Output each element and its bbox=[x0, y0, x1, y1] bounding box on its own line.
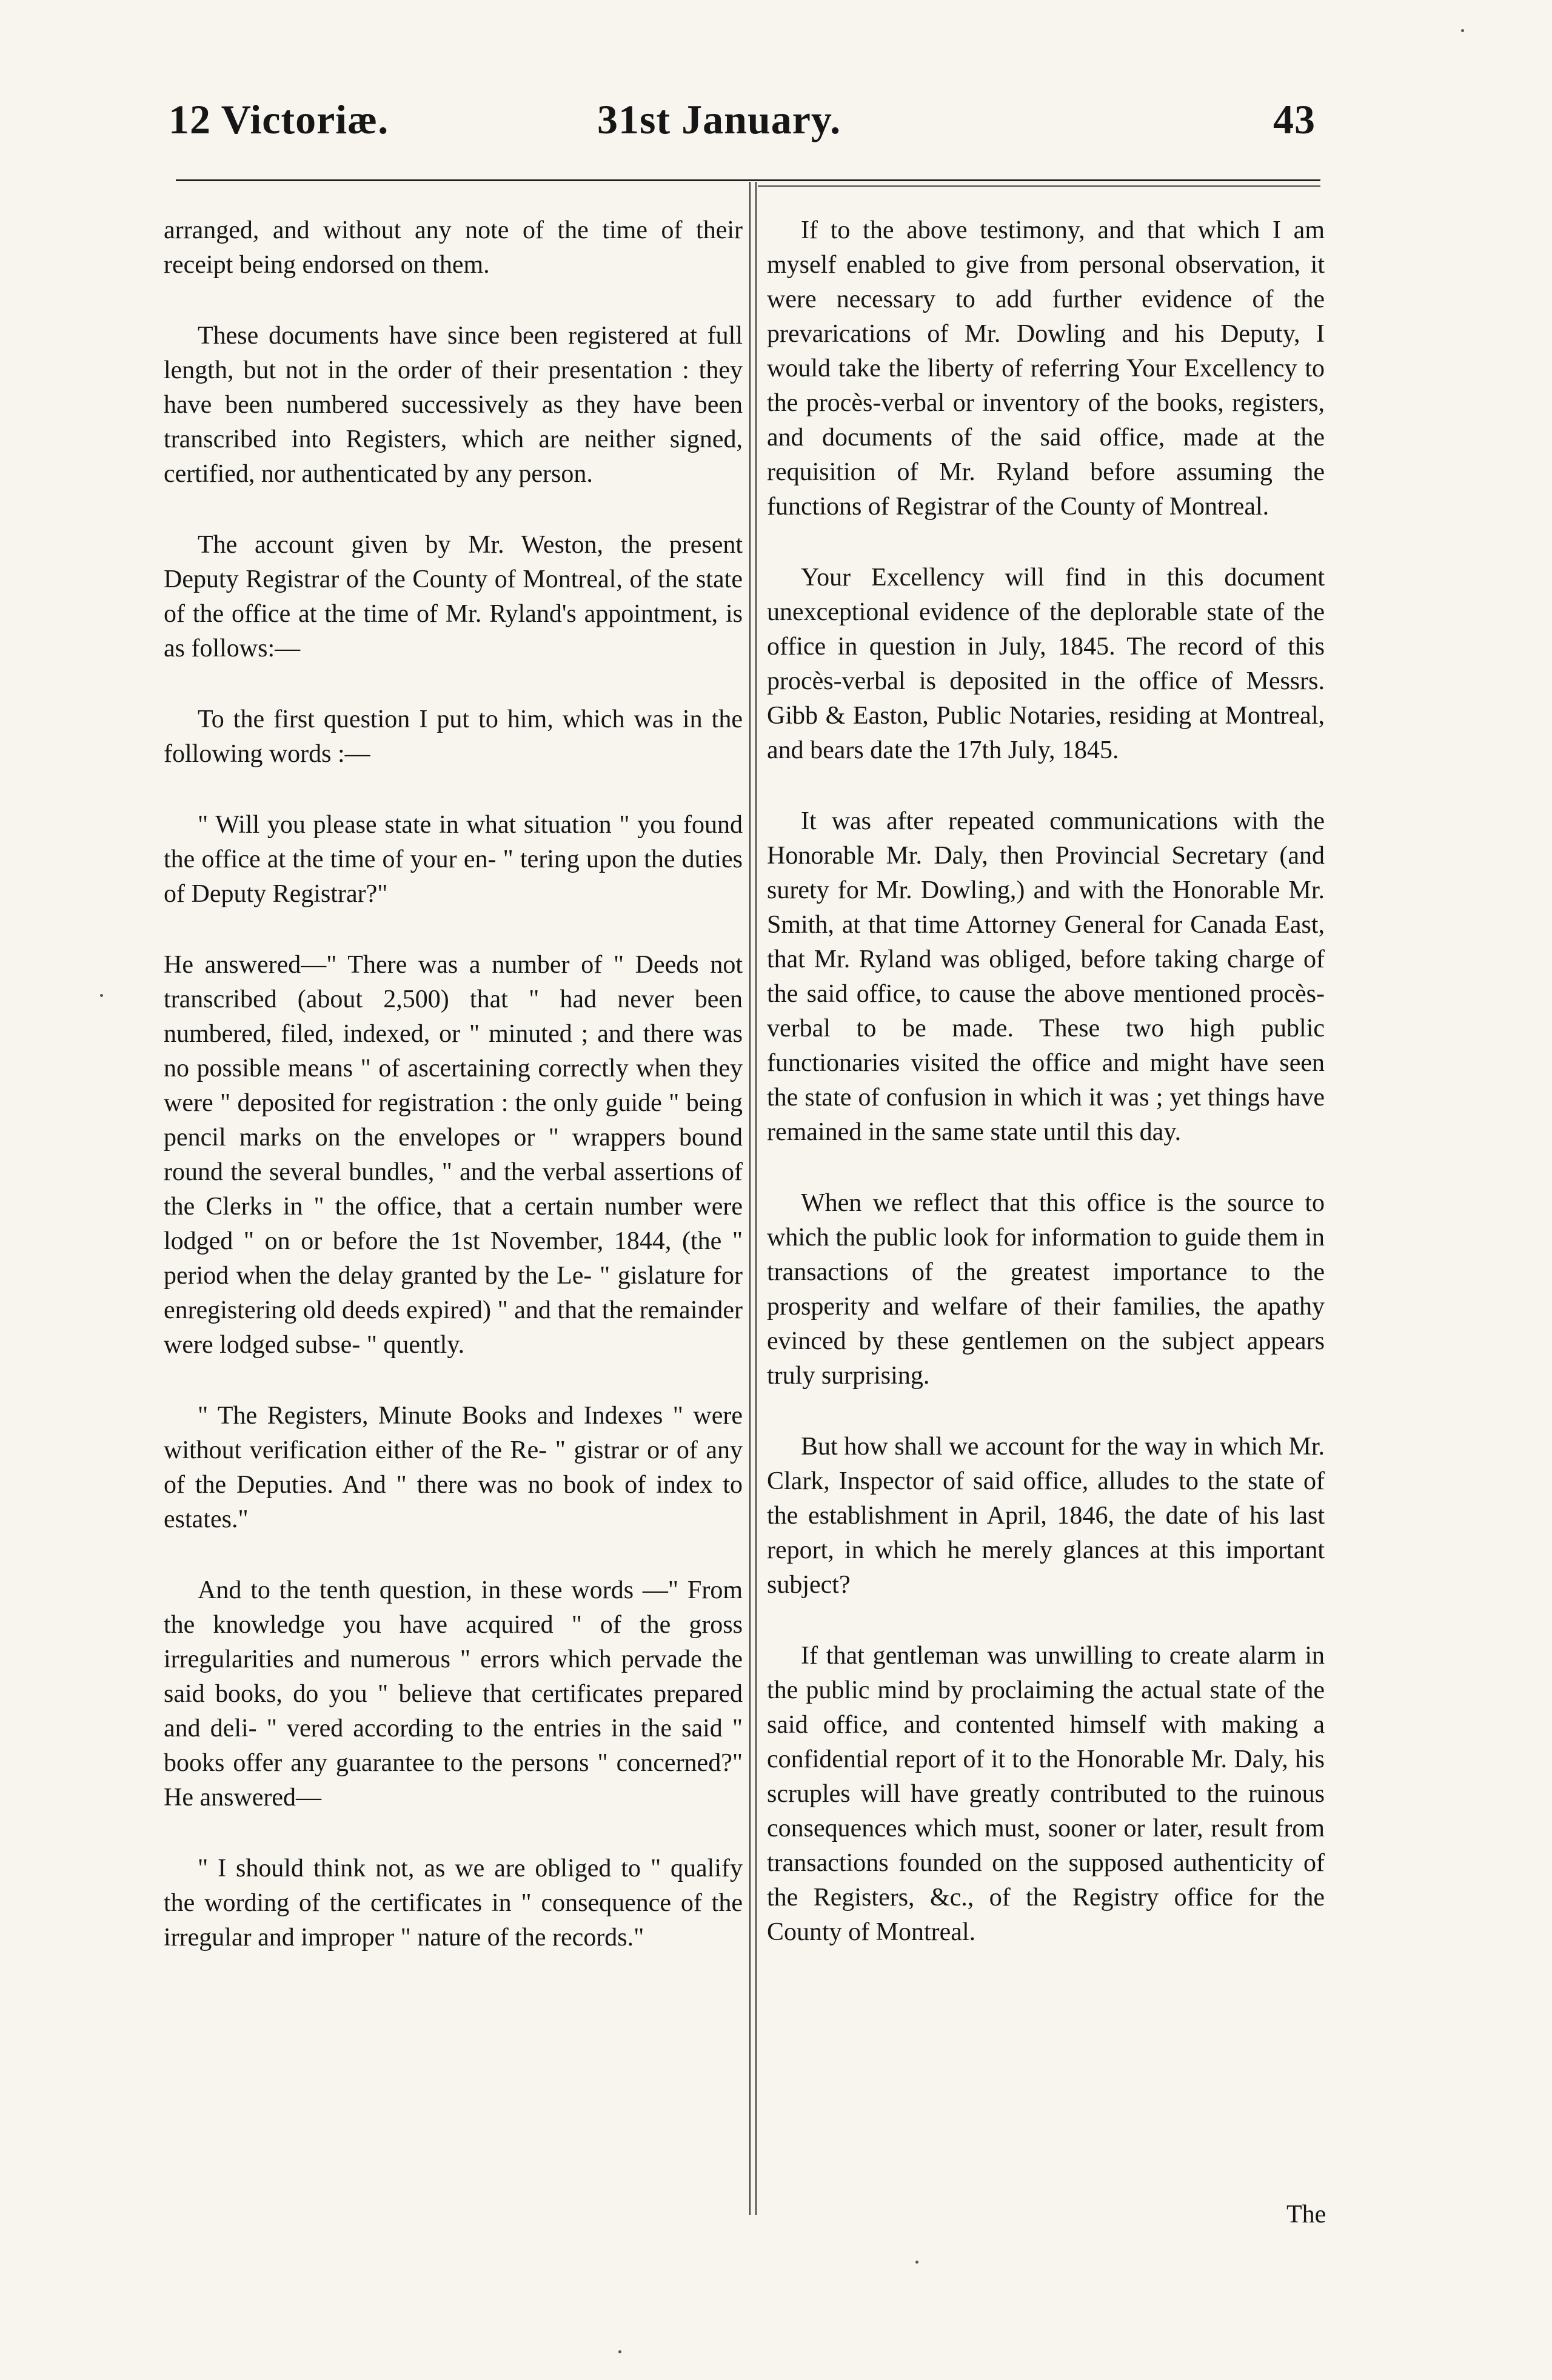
quoted-paragraph: " I should think not, as we are obliged to " qualify the wording of the certificates in " consequence of the irregular and improper " nature of the records." bbox=[164, 1855, 743, 1952]
scan-speck bbox=[618, 2350, 621, 2353]
running-head-date: 31st January. bbox=[597, 96, 841, 142]
catchword: The bbox=[1286, 2201, 1326, 2228]
column-divider-inner bbox=[755, 182, 757, 2215]
scan-speck bbox=[915, 2261, 918, 2264]
paragraph: He answered—" There was a number of " Deeds not transcribed (about 2,500) that " had never been numbered, filed, indexed, or " minuted ; and there was no possible means " of ascertaining correctly when they were " deposited for registration : the only guide " being pencil marks on the envelopes or " wrappers bound round the several bundles, " and the verbal assertions of the Clerks in " the office, that a certain number were lodged " on or before the 1st November, 1844, (the " period when the delay granted by the Le- " gislature for enregistering old deeds expired) " and that the remainder were lodged subse- " quently. bbox=[164, 951, 743, 1359]
quoted-paragraph: " Will you please state in what situation " you found the office at the time of your en- " tering upon the duties of Deputy Registrar?" bbox=[164, 811, 743, 908]
running-head-left: 12 Victoriæ. bbox=[169, 96, 389, 142]
paragraph: It was after repeated communications with the Honorable Mr. Daly, then Provincial Secretary (and surety for Mr. Dowling,) and with the Honorable Mr. Smith, at that time Attorney General for Canada East, that Mr. Ryland was obliged, before taking charge of the said office, to cause the above mentioned procès-verbal to be made. These two high public functionaries visited the office and might have seen the state of confusion in which it was ; yet things have remained in the same state until this day. bbox=[767, 807, 1325, 1146]
right-column bbox=[767, 213, 1325, 1986]
scan-speck bbox=[1461, 29, 1464, 32]
paragraph: If that gentleman was unwilling to create alarm in the public mind by proclaiming the actual state of the said office, and contented himself with making a confidential report of it to the Honorable Mr. Daly, his scruples will have greatly contributed to the ruinous consequences which must, sooner or later, result from transactions founded on the supposed authenticity of the Registers, &c., of the Registry office for the County of Montreal. bbox=[767, 1642, 1325, 1946]
header-rule bbox=[176, 179, 1320, 181]
header-rule-secondary bbox=[758, 185, 1320, 187]
paragraph: Your Excellency will find in this document unexceptional evidence of the deplorable state of the office in question in July, 1845. The record of this procès-verbal is deposited in the office of Messrs. Gibb & Easton, Public Notaries, residing at Montreal, and bears date the 17th July, 1845. bbox=[767, 564, 1325, 764]
page-number: 43 bbox=[1273, 96, 1316, 142]
paragraph: And to the tenth question, in these words —" From the knowledge you have acquired " of the gross irregularities and numerous " errors which pervade the said books, do you " believe that certificates prepared and deli- " vered according to the entries in the said " books offer any guarantee to the persons " concerned?" He answered— bbox=[164, 1576, 743, 1812]
paragraph: When we reflect that this office is the source to which the public look for information to guide them in transactions of the greatest importance to the prosperity and welfare of their families, the apathy evinced by these gentlemen on the subject appears truly surprising. bbox=[767, 1189, 1325, 1390]
paragraph: But how shall we account for the way in which Mr. Clark, Inspector of said office, alludes to the state of the establishment in April, 1846, the date of his last report, in which he merely glances at this important subject? bbox=[767, 1433, 1325, 1599]
paragraph: To the first question I put to him, which was in the following words :— bbox=[164, 705, 743, 768]
scan-speck bbox=[100, 994, 103, 997]
paragraph: arranged, and without any note of the time of their receipt being endorsed on them. bbox=[164, 216, 743, 279]
quoted-paragraph: " The Registers, Minute Books and Indexes " were without verification either of the Re- " gistrar or of any of the Deputies. And " there was no book of index to estates." bbox=[164, 1402, 743, 1533]
column-divider bbox=[749, 182, 751, 2215]
paragraph: The account given by Mr. Weston, the present Deputy Registrar of the County of Montreal, of the state of the office at the time of Mr. Ryland's appointment, is as follows:— bbox=[164, 531, 743, 662]
paragraph: If to the above testimony, and that which I am myself enabled to give from personal observation, it were necessary to add further evidence of the prevarications of Mr. Dowling and his Deputy, I would take the liberty of referring Your Excellency to the procès-verbal or inventory of the books, registers, and documents of the said office, made at the requisition of Mr. Ryland before assuming the functions of Registrar of the County of Montreal. bbox=[767, 216, 1325, 521]
left-column bbox=[164, 213, 743, 1992]
paragraph: These documents have since been registered at full length, but not in the order of their presentation : they have been numbered successively as they have been transcribed into Registers, which are neither signed, certified, nor authenticated by any person. bbox=[164, 322, 743, 488]
